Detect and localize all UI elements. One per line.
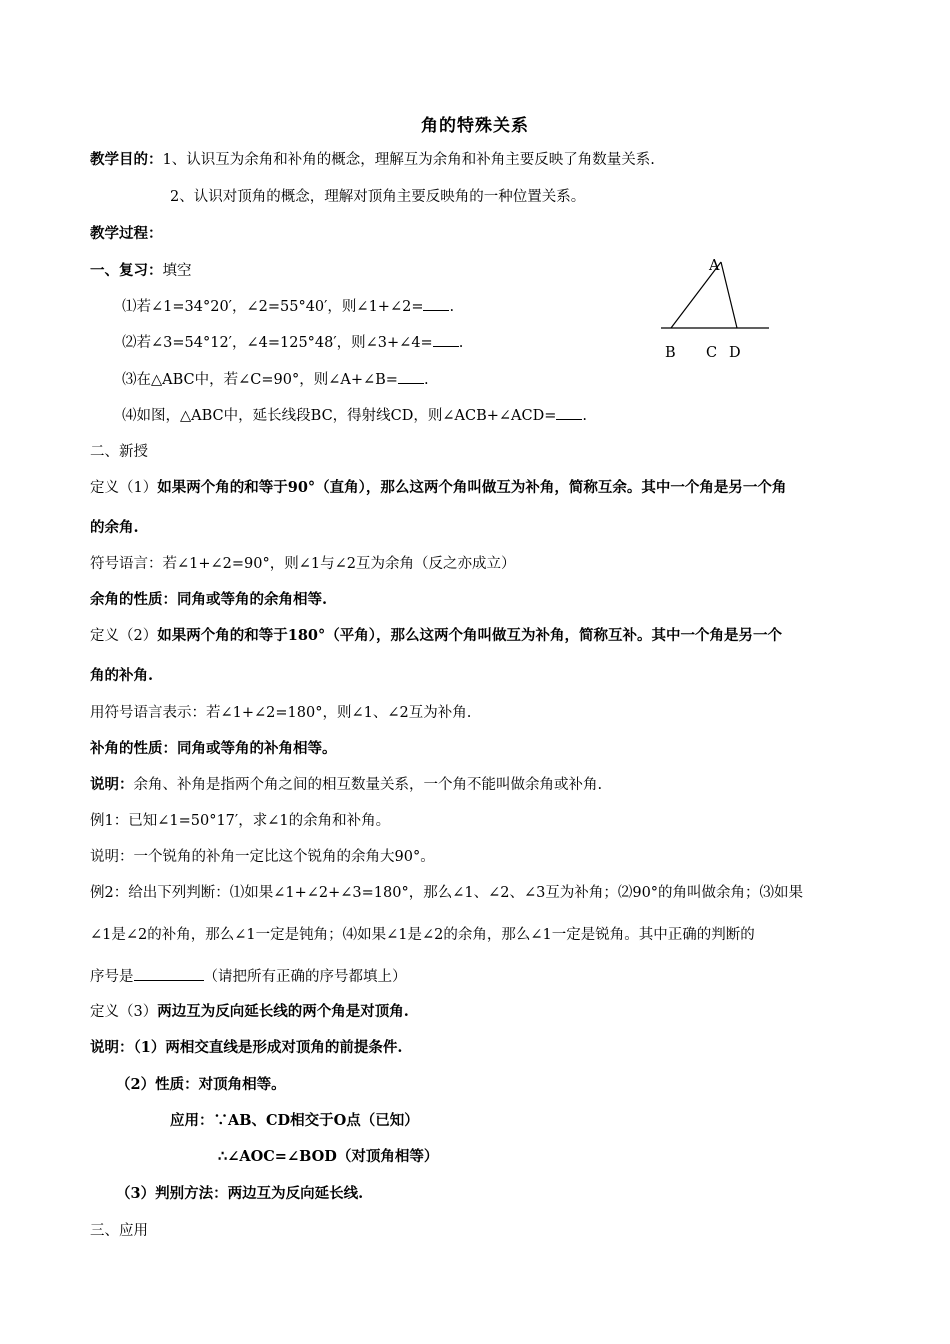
note-2: 说明：一个锐角的补角一定比这个锐角的余角大90°。	[90, 849, 435, 865]
q3-end: .	[423, 372, 429, 388]
example-1: 例1：已知∠1=50°17′，求∠1的余角和补角。	[90, 813, 391, 829]
q4-blank[interactable]	[556, 405, 582, 420]
section-3-heading: 三、应用	[90, 1223, 148, 1239]
q1-blank[interactable]	[423, 296, 449, 311]
note-label: 说明：	[90, 776, 134, 793]
property-1: 余角的性质：同角或等角的余角相等.	[90, 591, 328, 608]
goal-line-1	[90, 150, 655, 170]
def1-prefix: 定义（1）	[90, 480, 158, 496]
q2-text: ⑵若∠3=54°12′，∠4=125°48′，则∠3+∠4=	[122, 335, 433, 351]
note-1	[90, 775, 602, 795]
def3-text: 两边互为反向延长线的两个角是对顶角.	[157, 1003, 409, 1020]
label-b: B	[665, 345, 676, 361]
example-2-line-1: 例2：给出下列判断：⑴如果∠1+∠2+∠3=180°，那么∠1、∠2、∠3互为补角；⑵90°的角叫做余角；⑶如果	[90, 885, 804, 901]
explain-2: （2）性质：对顶角相等。	[116, 1076, 286, 1093]
q1-text: ⑴若∠1=34°20′，∠2=55°40′，则∠1+∠2=	[122, 299, 424, 315]
q2-end: .	[458, 335, 464, 351]
apply-2: ∴∠AOC=∠BOD（对顶角相等）	[218, 1148, 439, 1165]
review-label-rest: 填空	[162, 263, 192, 279]
q3-text: ⑶在△ABC中，若∠C=90°，则∠A+∠B=	[122, 372, 398, 388]
ex2-answer-label: 序号是	[90, 969, 134, 985]
def3-prefix: 定义（3）	[90, 1004, 158, 1020]
def2-prefix: 定义（2）	[90, 628, 158, 644]
q1-end: .	[449, 299, 455, 315]
explain-3: （3）判别方法：两边互为反向延长线.	[116, 1185, 364, 1202]
review-q2	[122, 332, 463, 353]
example-2-line-3	[90, 966, 407, 987]
label-c: C	[706, 345, 718, 361]
review-q1	[122, 296, 454, 317]
explain-1: 说明：（1）两相交直线是形成对顶角的前提条件.	[90, 1039, 403, 1056]
label-a: A	[709, 258, 720, 274]
property-2: 补角的性质：同角或等角的补角相等。	[90, 740, 337, 757]
review-q3	[122, 369, 429, 390]
q3-blank[interactable]	[398, 369, 424, 384]
example-2-line-2: ∠1是∠2的补角，那么∠1一定是钝角；⑷如果∠1是∠2的余角，那么∠1一定是锐角。其中正确的判断的	[90, 927, 755, 943]
label-d: D	[729, 345, 741, 361]
def2-line-1	[90, 626, 782, 646]
def2-text: 如果两个角的和等于180°（平角），那么这两个角叫做互为补角，简称互补。其中一个角是另一个	[157, 627, 782, 644]
review-q4	[122, 405, 587, 426]
def1-line-2: 的余角.	[90, 519, 139, 536]
goal-text-1: 1、认识互为余角和补角的概念，理解互为余角和补角主要反映了角数量关系.	[162, 152, 655, 168]
def3	[90, 1002, 409, 1022]
symbol-2: 用符号语言表示：若∠1+∠2=180°，则∠1、∠2互为补角.	[90, 705, 472, 721]
ex2-answer-blank[interactable]	[134, 966, 204, 981]
q4-end: .	[582, 408, 587, 424]
side-ac	[721, 262, 737, 328]
triangle-figure	[655, 250, 780, 370]
symbol-1: 符号语言：若∠1+∠2=90°，则∠1与∠2互为余角（反之亦成立）	[90, 556, 516, 572]
ex2-answer-hint: （请把所有正确的序号都填上）	[203, 969, 407, 985]
def2-line-2: 角的补角.	[90, 667, 154, 684]
process-label: 教学过程：	[90, 225, 163, 242]
q2-blank[interactable]	[433, 332, 459, 347]
apply-1: 应用：∵AB、CD相交于O点（已知）	[170, 1112, 419, 1129]
review-label: 一、复习：	[90, 262, 163, 279]
def1-text: 如果两个角的和等于90°（直角），那么这两个角叫做互为补角，简称互余。其中一个角是另一个角	[157, 479, 787, 496]
goal-label: 教学目的：	[90, 151, 163, 168]
goal-line-2: 2、认识对顶角的概念，理解对顶角主要反映角的一种位置关系。	[170, 189, 586, 205]
new-heading: 二、新授	[90, 444, 148, 460]
page-title: 角的特殊关系	[421, 116, 529, 136]
note-text: 余角、补角是指两个角之间的相互数量关系，一个角不能叫做余角或补角.	[133, 777, 603, 793]
review-heading	[90, 261, 192, 281]
q4-text: ⑷如图，△ABC中，延长线段BC，得射线CD，则∠ACB+∠ACD=	[122, 408, 557, 424]
def1-line-1	[90, 478, 786, 498]
